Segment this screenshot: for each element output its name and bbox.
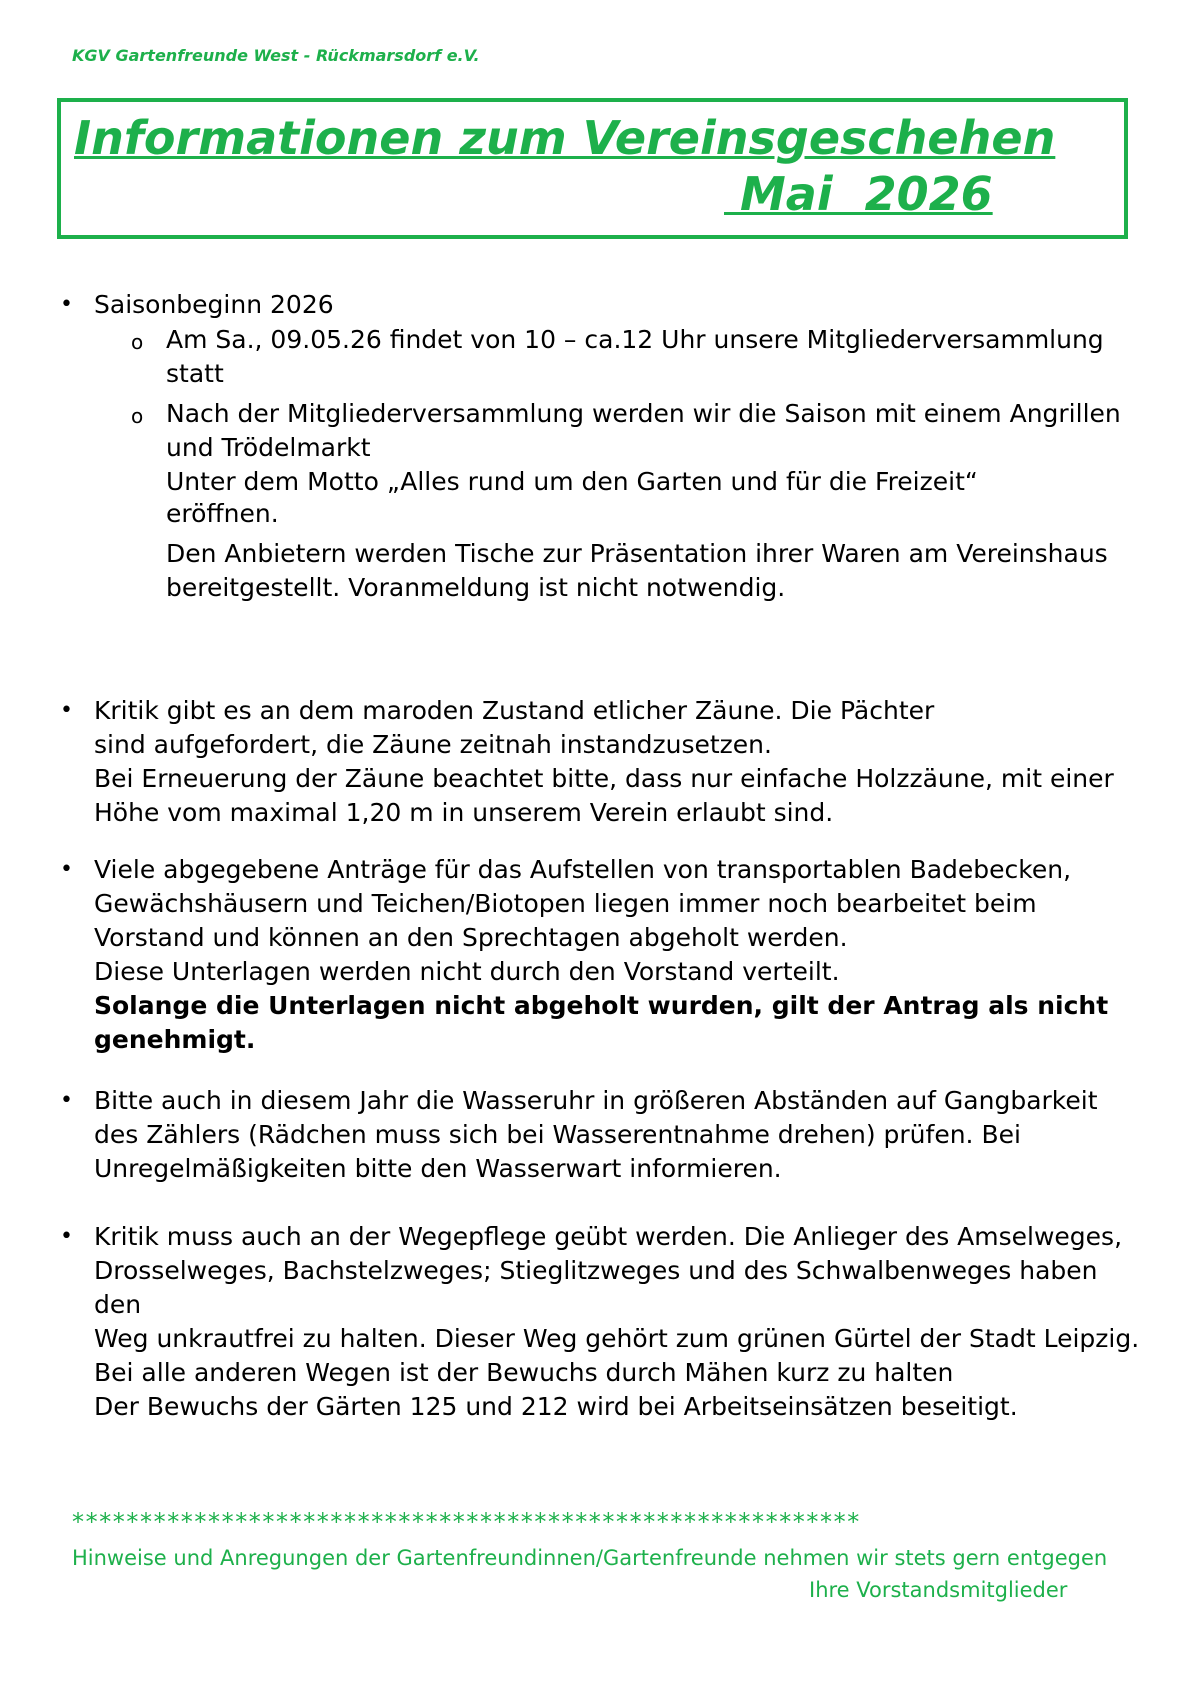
text-line: statt — [166, 359, 224, 388]
sub-item-flea-market — [166, 397, 1126, 605]
text-line: Nach der Mitgliederversammlung werden wir die Saison mit einem Angrillen — [166, 399, 1121, 428]
text-line: Vorstand und können an den Sprechtagen abgeholt werden. — [94, 923, 848, 952]
organization-name: KGV Gartenfreunde West - Rückmarsdorf e.V. — [72, 46, 480, 65]
text-line: Bei Erneuerung der Zäune beachtet bitte, dass nur einfache Holzzäune, mit einer — [94, 764, 1114, 793]
text-line: des Zählers (Rädchen muss sich bei Wasserentnahme drehen) prüfen. Bei — [94, 1120, 1021, 1149]
sub-bullet-icon: o — [131, 330, 144, 354]
text-line: Höhe vom maximal 1,20 m in unserem Verein erlaubt sind. — [94, 798, 834, 827]
text-line: Weg unkrautfrei zu halten. Dieser Weg gehört zum grünen Gürtel der Stadt Leipzig. — [94, 1324, 1140, 1353]
text-line: Am Sa., 09.05.26 findet von 10 – ca.12 Uhr unsere Mitgliederversammlung — [166, 325, 1104, 354]
text-line: Drosselweges, Bachstelzweges; Stieglitzweges und des Schwalbenweges haben den — [94, 1256, 1098, 1319]
page-subtitle-month: Mai 2026 — [724, 167, 993, 221]
text-line: eröffnen. — [166, 499, 279, 528]
section-paths — [94, 1220, 1144, 1424]
text-line: Bitte auch in diesem Jahr die Wasseruhr in größeren Abständen auf Gangbarkeit — [94, 1086, 1098, 1115]
footer-note: Hinweise und Anregungen der Gartenfreundinnen/Gartenfreunde nehmen wir stets gern entgegen — [72, 1546, 1108, 1570]
text-line: bereitgestellt. Voranmeldung ist nicht notwendig. — [166, 573, 786, 602]
bullet-icon: • — [60, 698, 73, 723]
bullet-icon: • — [60, 292, 73, 317]
sub-bullet-icon: o — [131, 404, 144, 428]
footer-divider: ********************************************************** — [72, 1508, 861, 1536]
notice-bold: genehmigt. — [94, 1025, 256, 1054]
text-line: Kritik gibt es an dem maroden Zustand etlicher Zäune. Die Pächter — [94, 696, 935, 725]
page-title: Informationen zum Vereinsgeschehen — [74, 111, 1056, 165]
title-box — [57, 98, 1128, 239]
text-line: Unter dem Motto „Alles rund um den Garten und für die Freizeit“ — [166, 467, 978, 496]
bullet-icon: • — [60, 857, 73, 882]
text-line: sind aufgefordert, die Zäune zeitnah instandzusetzen. — [94, 730, 772, 759]
section-applications — [94, 853, 1144, 1057]
text-line: Unregelmäßigkeiten bitte den Wasserwart informieren. — [94, 1154, 782, 1183]
text-line: Der Bewuchs der Gärten 125 und 212 wird bei Arbeitseinsätzen beseitigt. — [94, 1392, 1018, 1421]
section-water-meter — [94, 1084, 1144, 1186]
notice-bold: Solange die Unterlagen nicht abgeholt wurden, gilt der Antrag als nicht — [94, 991, 1109, 1020]
text-line: und Trödelmarkt — [166, 433, 371, 462]
section-fences — [94, 694, 1144, 830]
text-line: Diese Unterlagen werden nicht durch den Vorstand verteilt. — [94, 957, 840, 986]
sub-item-assembly — [166, 323, 1126, 391]
section-heading: Saisonbeginn 2026 — [94, 290, 334, 319]
footer-signature: Ihre Vorstandsmitglieder — [809, 1578, 1068, 1602]
text-line: Viele abgegebene Anträge für das Aufstellen von transportablen Badebecken, — [94, 855, 1072, 884]
bullet-icon: • — [60, 1224, 73, 1249]
text-line: Gewächshäusern und Teichen/Biotopen liegen immer noch bearbeitet beim — [94, 889, 1037, 918]
text-line: Kritik muss auch an der Wegepflege geübt werden. Die Anlieger des Amselweges, — [94, 1222, 1123, 1251]
section-season-start-heading — [94, 288, 1144, 322]
text-line: Den Anbietern werden Tische zur Präsentation ihrer Waren am Vereinshaus — [166, 539, 1108, 568]
text-line: Bei alle anderen Wegen ist der Bewuchs durch Mähen kurz zu halten — [94, 1358, 954, 1387]
bullet-icon: • — [60, 1088, 73, 1113]
